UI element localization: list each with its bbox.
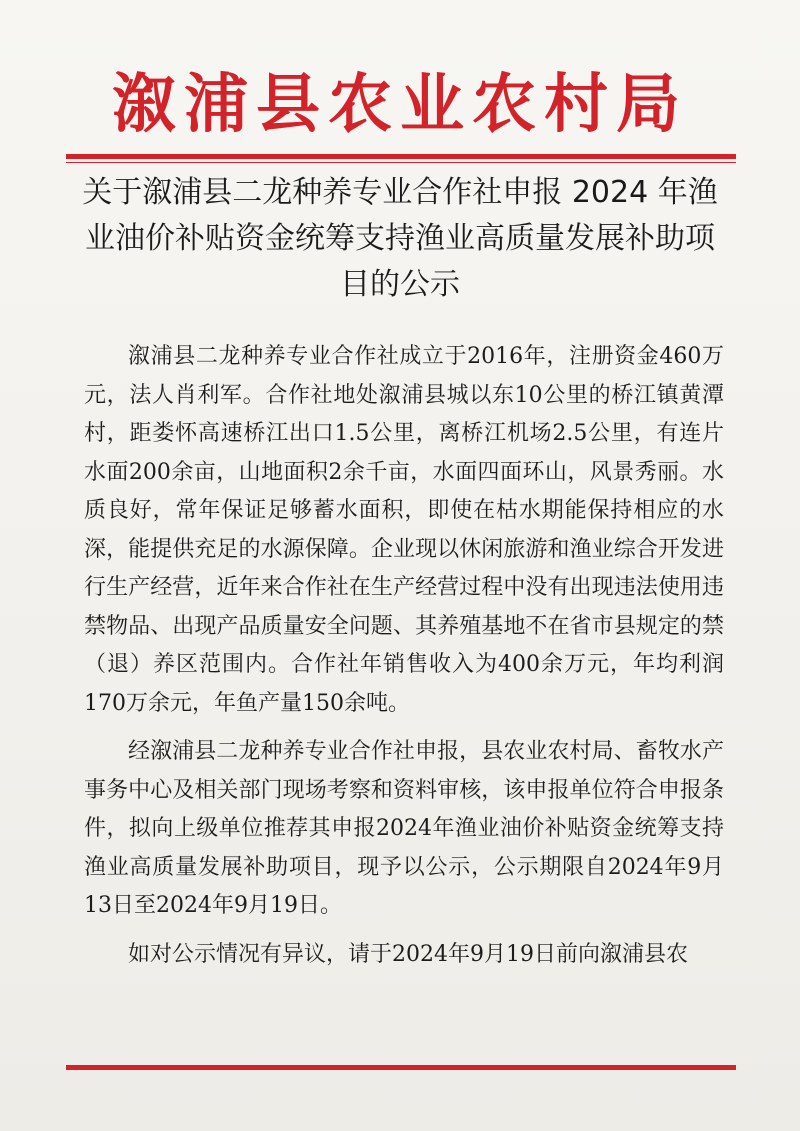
- letterhead-red-rule: [66, 154, 736, 159]
- body-paragraph: 经溆浦县二龙种养专业合作社申报，县农业农村局、畜牧水产事务中心及相关部门现场考察和资料审核，该申报单位符合申报条件，拟向上级单位推荐其申报2024年渔业油价补贴资金统筹支持渔业高质量发展补助项目，现予以公示，公示期限自2024年9月13日至2024年9月19日。: [84, 739, 724, 918]
- letterhead-red-rule-thin: [66, 162, 736, 163]
- notice-body: [84, 338, 724, 974]
- footer-red-rule: [66, 1065, 736, 1070]
- letterhead-agency-name: 溆浦县农业农村局: [112, 67, 688, 142]
- notice-title: 关于溆浦县二龙种养专业合作社申报 2024 年渔业油价补贴资金统筹支持渔业高质量发展补助项目的公示: [82, 175, 718, 302]
- body-paragraph: 如对公示情况有异议，请于2024年9月19日前向溆浦县农: [128, 941, 688, 967]
- body-paragraph: 溆浦县二龙种养专业合作社成立于2016年，注册资金460万元，法人肖利军。合作社地处溆浦县城以东10公里的桥江镇黄潭村，距娄怀高速桥江出口1.5公里，离桥江机场2.5公里，有连片水面200余亩，山地面积2余千亩，水面四面环山，风景秀丽。水质良好，常年保证足够蓄水面积，即使在枯水期能保持相应的水深，能提供充足的水源保障。企业现以休闲旅游和渔业综合开发进行生产经营，近年来合作社在生产经营过程中没有出现违法使用违禁物品、出现产品质量安全问题、其养殖基地不在省市县规定的禁（退）养区范围内。合作社年销售收入为400余万元，年均利润170万余元，年鱼产量150余吨。: [84, 344, 724, 716]
